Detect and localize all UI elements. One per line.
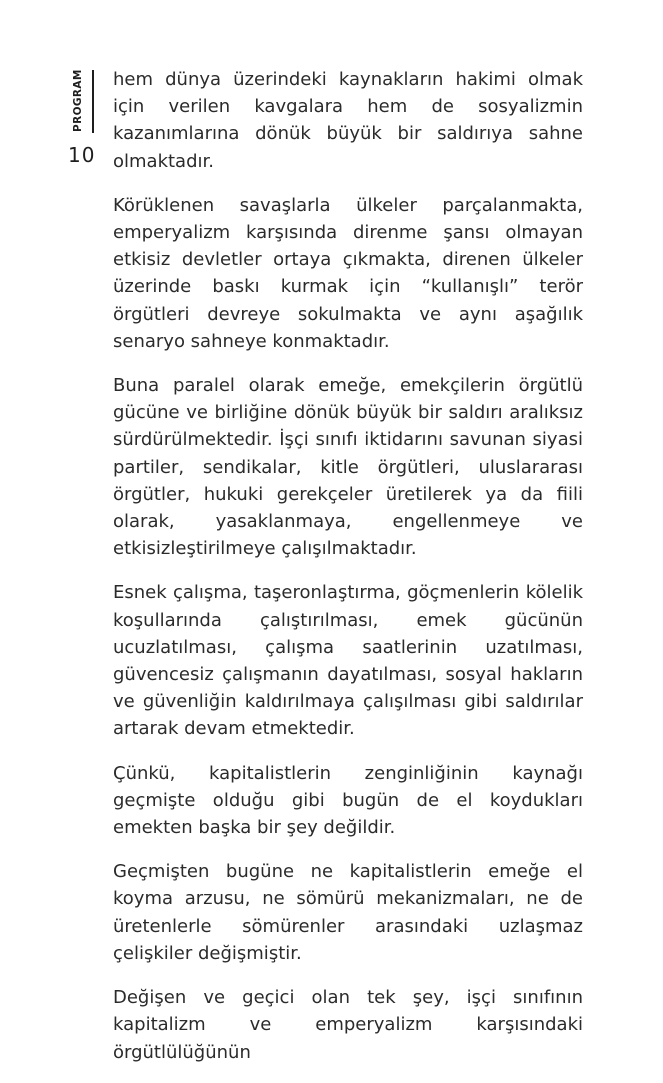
paragraph-7: Değişen ve geçici olan tek şey, işçi sınıfının kapitalizm ve emperyalizm karşısındaki örgütlülüğünün [113, 987, 583, 1063]
paragraph-3: Buna paralel olarak emeğe, emekçilerin örgütlü gücüne ve birliğine dönük büyük bir saldırı aralıksız sürdürülmektedir. İşçi sınıfı iktidarını savunan siyasi partiler, sendikalar, kitle örgütleri, uluslararası örgütler, hukuki gerekçeler üretilerek ya da fiili olarak, yasaklanmaya, engellenmeye ve etkisizleştirilmeye çalışılmaktadır. [113, 375, 583, 560]
section-label: PROGRAM [72, 69, 84, 132]
paragraph-2: Körüklenen savaşlarla ülkeler parçalanmakta, emperyalizm karşısında direnme şansı olmayan etkisiz devletler ortaya çıkmakta, direnen ülkeler üzerinde baskı kurmak için “kullanışlı” terör örgütleri devreye sokulmakta ve aynı aşağılık senaryo sahneye konmaktadır. [113, 194, 583, 352]
page-margin [68, 70, 98, 180]
paragraph-6: Geçmişten bugüne ne kapitalistlerin emeğe el koyma arzusu, ne sömürü mekanizmaları, ne de üretenlerle sömürenler arasındaki uzlaşmaz çelişkiler değişmiştir. [113, 861, 583, 964]
paragraph-5: Çünkü, kapitalistlerin zenginliğinin kaynağı geçmişte olduğu gibi bugün de el koydukları emekten başka bir şey değildir. [113, 762, 583, 839]
page-number: 10 [68, 143, 96, 167]
body-text [113, 66, 583, 1083]
paragraph-4: Esnek çalışma, taşeronlaştırma, göçmenlerin kölelik koşullarında çalıştırılması, emek gücünün ucuzlatılması, çalışma saatlerinin uzatılması, güvencesiz çalışmanın dayatılması, sosyal hakların ve güvenliğin kaldırılmaya çalışılması gibi saldırılar artarak devam etmektedir. [113, 582, 583, 740]
margin-rule [92, 70, 94, 133]
paragraph-1: hem dünya üzerindeki kaynakların hakimi olmak için verilen kavgalara hem de sosyalizmin kazanımlarına dönük büyük bir saldırıya sahne olmaktadır. [113, 69, 583, 172]
